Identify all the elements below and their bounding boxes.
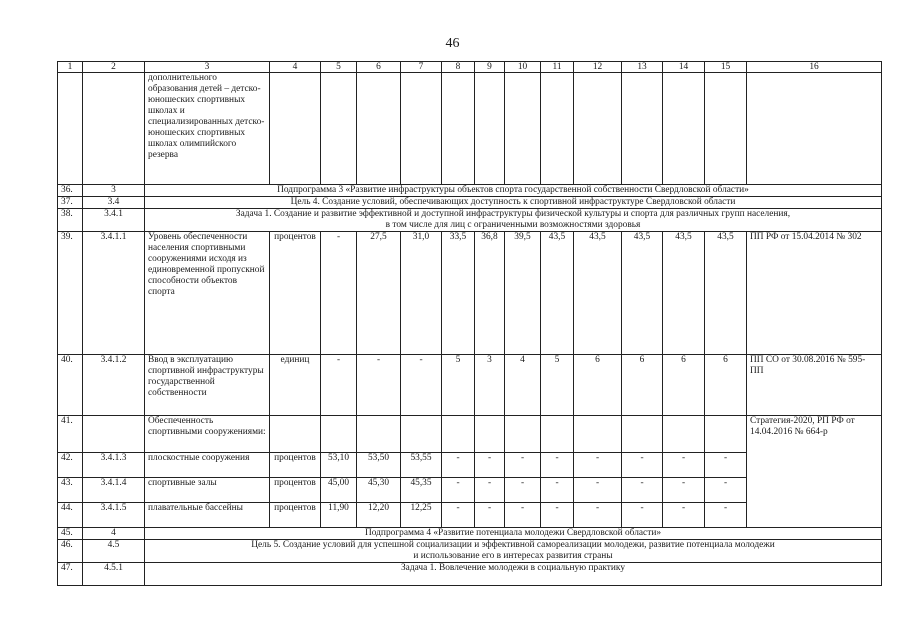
indicator-name: плоскостные сооружения (145, 453, 270, 478)
header-cell: 9 (475, 62, 505, 73)
value-cell: - (705, 478, 747, 503)
header-cell: 6 (357, 62, 401, 73)
value-cell: 53,10 (321, 453, 357, 478)
row-code: 3.4.1.4 (83, 478, 145, 503)
value-cell: - (574, 453, 622, 478)
table-row (58, 355, 882, 416)
row-code: 3.4.1.1 (83, 232, 145, 355)
value-cell: 45,00 (321, 478, 357, 503)
value-cell: 5 (541, 355, 574, 416)
row-code: 3.4 (83, 197, 145, 209)
goal-title-line: Цель 5. Создание условий для успешной социализации и эффективной самореализации молодежи, развитие потенциала молодежи (251, 540, 775, 550)
unit-cell: процентов (270, 503, 321, 528)
table-row (58, 528, 882, 540)
row-number: 45. (58, 528, 83, 540)
value-cell: - (401, 355, 442, 416)
goal-title (145, 540, 882, 563)
row-number: 37. (58, 197, 83, 209)
value-cell: 45,35 (401, 478, 442, 503)
value-cell: 6 (622, 355, 663, 416)
unit-cell: процентов (270, 453, 321, 478)
indicator-name: Обеспеченность спортивными сооружениями: (145, 416, 270, 453)
table-row (58, 563, 882, 586)
task-title: Задача 1. Вовлечение молодежи в социальную практику (145, 563, 882, 586)
row-code: 3.4.1.3 (83, 453, 145, 478)
value-cell: - (574, 503, 622, 528)
value-cell: 36,8 (475, 232, 505, 355)
unit-cell: единиц (270, 355, 321, 416)
table-row (58, 540, 882, 563)
row-number: 38. (58, 209, 83, 232)
row-code: 3.4.1.5 (83, 503, 145, 528)
value-cell: - (475, 478, 505, 503)
value-cell: - (663, 453, 705, 478)
unit-cell: процентов (270, 478, 321, 503)
source-cell: Стратегия-2020, РП РФ от 14.04.2016 № 664-р (747, 416, 882, 528)
value-cell: - (541, 478, 574, 503)
row-code: 4.5.1 (83, 563, 145, 586)
unit-cell: процентов (270, 232, 321, 355)
indicators-table (57, 61, 882, 586)
row-number: 44. (58, 503, 83, 528)
value-cell: - (475, 503, 505, 528)
row-number: 46. (58, 540, 83, 563)
value-cell: 53,55 (401, 453, 442, 478)
value-cell: - (505, 453, 541, 478)
header-cell: 4 (270, 62, 321, 73)
value-cell: - (541, 453, 574, 478)
value-cell: - (622, 478, 663, 503)
row-number: 39. (58, 232, 83, 355)
table-row (58, 416, 882, 453)
header-cell: 14 (663, 62, 705, 73)
value-cell: - (705, 503, 747, 528)
task-title-line: в том числе для лиц с ограниченными возможностями здоровья (385, 220, 641, 230)
header-cell: 16 (747, 62, 882, 73)
subprogram-title: Подпрограмма 4 «Развитие потенциала молодежи Свердловской области» (145, 528, 882, 540)
table-row (58, 232, 882, 355)
value-cell: - (622, 503, 663, 528)
task-title-line: Задача 1. Создание и развитие эффективной и доступной инфраструктуры физической культуры и спорта для различных групп населения, (235, 209, 791, 219)
indicator-name: плавательные бассейны (145, 503, 270, 528)
header-cell: 13 (622, 62, 663, 73)
value-cell: 12,25 (401, 503, 442, 528)
row-code: 3.4.1 (83, 209, 145, 232)
value-cell: 27,5 (357, 232, 401, 355)
value-cell: - (321, 355, 357, 416)
row-number: 36. (58, 185, 83, 197)
value-cell: - (442, 503, 475, 528)
value-cell: - (357, 355, 401, 416)
header-cell: 3 (145, 62, 270, 73)
table-row (58, 197, 882, 209)
row-code: 4 (83, 528, 145, 540)
value-cell: 39,5 (505, 232, 541, 355)
header-cell: 2 (83, 62, 145, 73)
value-cell: 43,5 (574, 232, 622, 355)
value-cell: - (705, 453, 747, 478)
header-cell: 5 (321, 62, 357, 73)
value-cell: 43,5 (705, 232, 747, 355)
value-cell: - (505, 478, 541, 503)
row-number: 42. (58, 453, 83, 478)
value-cell: 12,20 (357, 503, 401, 528)
table-row (58, 73, 882, 185)
row-code: 3.4.1.2 (83, 355, 145, 416)
value-cell: - (663, 478, 705, 503)
value-cell: 3 (475, 355, 505, 416)
header-cell: 8 (442, 62, 475, 73)
value-cell: 4 (505, 355, 541, 416)
row-number: 41. (58, 416, 83, 453)
value-cell: - (574, 478, 622, 503)
indicator-name: дополнительного образования детей – детско-юношеских спортивных школах и специализированных детско-юношеских спортивных школах олимпийского резерва (145, 73, 270, 185)
value-cell: 6 (574, 355, 622, 416)
goal-title-line: и использование его в интересах развития страны (413, 551, 613, 561)
row-code: 4.5 (83, 540, 145, 563)
goal-title: Цель 4. Создание условий, обеспечивающих доступность к спортивной инфраструктуре Свердловской области (145, 197, 882, 209)
table-row (58, 185, 882, 197)
value-cell: - (475, 453, 505, 478)
header-cell: 15 (705, 62, 747, 73)
value-cell: 53,50 (357, 453, 401, 478)
value-cell: 45,30 (357, 478, 401, 503)
header-row (58, 62, 882, 73)
value-cell: 11,90 (321, 503, 357, 528)
header-cell: 1 (58, 62, 83, 73)
value-cell: 33,5 (442, 232, 475, 355)
source-cell: ПП СО от 30.08.2016 № 595-ПП (747, 355, 882, 416)
value-cell: - (442, 478, 475, 503)
value-cell: 31,0 (401, 232, 442, 355)
indicator-name: спортивные залы (145, 478, 270, 503)
value-cell: - (622, 453, 663, 478)
value-cell: - (505, 503, 541, 528)
header-cell: 11 (541, 62, 574, 73)
indicator-name: Уровень обеспеченности населения спортивными сооружениями исходя из единовременной пропускной способности объектов спорта (145, 232, 270, 355)
value-cell: 6 (663, 355, 705, 416)
value-cell: - (321, 232, 357, 355)
row-number: 43. (58, 478, 83, 503)
row-number: 47. (58, 563, 83, 586)
table-row (58, 209, 882, 232)
value-cell: 6 (705, 355, 747, 416)
row-number: 40. (58, 355, 83, 416)
value-cell: 43,5 (541, 232, 574, 355)
task-title (145, 209, 882, 232)
value-cell: 43,5 (622, 232, 663, 355)
source-cell: ПП РФ от 15.04.2014 № 302 (747, 232, 882, 355)
header-cell: 10 (505, 62, 541, 73)
header-cell: 12 (574, 62, 622, 73)
row-code: 3 (83, 185, 145, 197)
header-cell: 7 (401, 62, 442, 73)
indicator-name: Ввод в эксплуатацию спортивной инфраструктуры государственной собственности (145, 355, 270, 416)
subprogram-title: Подпрограмма 3 «Развитие инфраструктуры объектов спорта государственной собственности Свердловской области» (145, 185, 882, 197)
value-cell: - (663, 503, 705, 528)
value-cell: - (541, 503, 574, 528)
value-cell: 43,5 (663, 232, 705, 355)
value-cell: 5 (442, 355, 475, 416)
page-number: 46 (445, 36, 460, 51)
value-cell: - (442, 453, 475, 478)
